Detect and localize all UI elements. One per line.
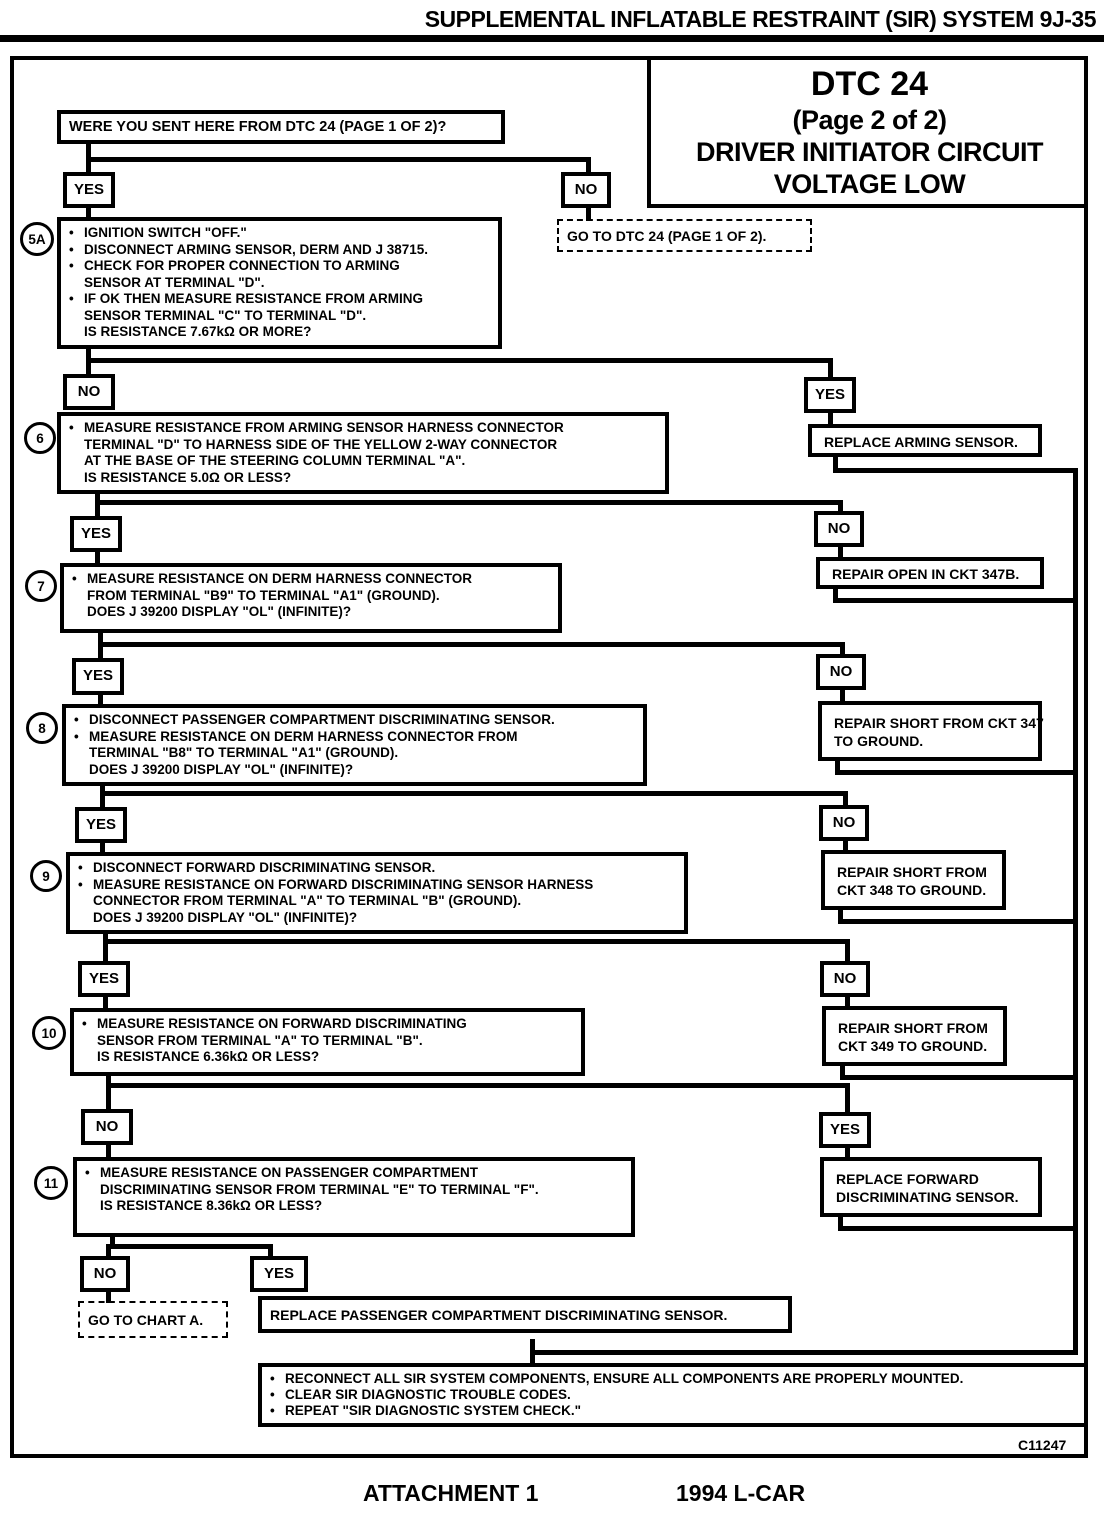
no-box	[816, 654, 866, 690]
figure-code: C11247	[1018, 1437, 1067, 1453]
connector	[106, 1083, 850, 1088]
no-box	[561, 172, 611, 208]
step-number: 8	[38, 720, 46, 736]
connector	[98, 642, 845, 647]
remedy-text: REPLACE ARMING SENSOR.	[824, 433, 1018, 450]
no-label: NO	[574, 180, 598, 198]
connector	[833, 598, 1078, 603]
step-10-box: • MEASURE RESISTANCE ON FORWARD DISCRIMINATING SENSOR FROM TERMINAL "A" TO TERMINAL "B". IS RESISTANCE 6.36kΩ OR LESS?	[70, 1008, 585, 1076]
no-box	[820, 961, 870, 997]
repair-short-ckt348-box: REPAIR SHORT FROM CKT 348 TO GROUND.	[821, 850, 1006, 910]
step-number: 9	[42, 868, 50, 884]
dtc-title-block	[647, 56, 1088, 208]
connector	[838, 919, 1078, 924]
step-number: 11	[43, 1175, 59, 1191]
step-9-box: • DISCONNECT FORWARD DISCRIMINATING SENSOR. • MEASURE RESISTANCE ON FORWARD DISCRIMINATING SENSOR HARNESS CONNECTOR FROM TERMINAL "A" TO TERMINAL "B" (GROUND). DOES J 39200 DISPLAY "OL" (INFINITE)?	[66, 852, 688, 934]
footer-model: 1994 L-CAR	[676, 1480, 806, 1506]
connector	[95, 500, 843, 505]
step-circle-7	[25, 570, 57, 602]
step-circle-10	[32, 1016, 66, 1050]
remedy-text: REPLACE PASSENGER COMPARTMENT DISCRIMINATING SENSOR.	[270, 1306, 728, 1323]
yes-label: YES	[82, 667, 113, 685]
step-circle-5a	[20, 222, 54, 256]
no-label: NO	[829, 662, 853, 680]
step-7-box: • MEASURE RESISTANCE ON DERM HARNESS CONNECTOR FROM TERMINAL "B9" TO TERMINAL "A1" (GROUND). DOES J 39200 DISPLAY "OL" (INFINITE)?	[60, 563, 562, 633]
question-sent-from-dtc24	[57, 110, 505, 144]
no-label: NO	[832, 813, 856, 831]
no-label: NO	[93, 1264, 117, 1282]
step-number: 5A	[28, 231, 46, 247]
no-label: NO	[833, 969, 857, 987]
yes-box	[70, 516, 122, 552]
yes-label: YES	[829, 1120, 860, 1138]
repair-open-ckt347b-box	[816, 557, 1044, 589]
no-box	[63, 374, 115, 410]
connector	[106, 1244, 273, 1249]
no-box	[80, 1256, 130, 1292]
connector	[838, 1226, 1078, 1231]
yes-label: YES	[88, 969, 119, 987]
repair-short-ckt349-box: REPAIR SHORT FROM CKT 349 TO GROUND.	[822, 1006, 1007, 1066]
dtc-condition: VOLTAGE LOW	[773, 169, 966, 199]
step-number: 6	[36, 430, 44, 446]
no-box	[814, 511, 864, 547]
replace-arming-sensor-box	[808, 424, 1042, 457]
repair-short-ckt347-box: REPAIR SHORT FROM CKT 347 TO GROUND.	[818, 701, 1042, 761]
no-label: NO	[77, 382, 101, 400]
goto-chart-a-box	[78, 1301, 228, 1338]
yes-box	[75, 807, 127, 843]
final-actions-box: • RECONNECT ALL SIR SYSTEM COMPONENTS, ENSURE ALL COMPONENTS ARE PROPERLY MOUNTED. • CLEAR SIR DIAGNOSTIC TROUBLE CODES. • REPEAT "SIR DIAGNOSTIC SYSTEM CHECK."	[258, 1363, 1088, 1427]
replace-passenger-sensor-box	[258, 1296, 792, 1333]
yes-label: YES	[263, 1264, 294, 1282]
question-text: WERE YOU SENT HERE FROM DTC 24 (PAGE 1 OF 2)?	[69, 119, 447, 135]
connector	[103, 939, 850, 944]
no-label: NO	[95, 1117, 119, 1135]
connector	[835, 770, 1078, 775]
step-circle-6	[24, 422, 56, 454]
step-6-box: • MEASURE RESISTANCE FROM ARMING SENSOR HARNESS CONNECTOR TERMINAL "D" TO HARNESS SIDE OF THE YELLOW 2-WAY CONNECTOR AT THE BASE OF THE STEERING COLUMN TERMINAL "A". IS RESISTANCE 5.0Ω OR LESS?	[57, 412, 669, 494]
connector	[106, 1088, 111, 1111]
yes-label: YES	[80, 524, 111, 542]
connector	[845, 1088, 850, 1114]
yes-box	[250, 1256, 308, 1292]
step-circle-11	[34, 1166, 68, 1200]
connector	[86, 358, 833, 363]
yes-label: YES	[85, 815, 116, 833]
replace-forward-sensor-box: REPLACE FORWARD DISCRIMINATING SENSOR.	[820, 1157, 1042, 1217]
yes-box	[819, 1112, 871, 1148]
yes-label: YES	[814, 385, 845, 403]
connector	[86, 157, 591, 162]
step-8-box: • DISCONNECT PASSENGER COMPARTMENT DISCRIMINATING SENSOR. • MEASURE RESISTANCE ON DERM HARNESS CONNECTOR FROM TERMINAL "B8" TO TERMINAL "A1" (GROUND). DOES J 39200 DISPLAY "OL" (INFINITE)?	[62, 704, 647, 786]
footer-attachment: ATTACHMENT 1	[363, 1480, 539, 1506]
goto-dtc24-box	[557, 219, 812, 252]
remedy-text: REPAIR OPEN IN CKT 347B.	[832, 566, 1020, 582]
connector	[833, 468, 1078, 473]
yes-box	[63, 172, 115, 208]
header-rule	[0, 35, 1104, 42]
goto-chart-a-label: GO TO CHART A.	[88, 1311, 204, 1328]
connector	[530, 1350, 1078, 1355]
goto-dtc24-label: GO TO DTC 24 (PAGE 1 OF 2).	[567, 227, 767, 244]
step-5a-box: • IGNITION SWITCH "OFF." • DISCONNECT ARMING SENSOR, DERM AND J 38715. • CHECK FOR PROPER CONNECTION TO ARMING SENSOR AT TERMINAL "D". • IF OK THEN MEASURE RESISTANCE FROM ARMING SENSOR TERMINAL "C" TO TERMINAL "D". IS RESISTANCE 7.67kΩ OR MORE?	[57, 217, 502, 349]
dtc-page: (Page 2 of 2)	[792, 105, 947, 135]
connector	[100, 791, 848, 796]
step-number: 7	[37, 578, 45, 594]
yes-label: YES	[73, 180, 104, 198]
yes-box	[78, 961, 130, 997]
step-number: 10	[41, 1025, 57, 1041]
dtc-circuit: DRIVER INITIATOR CIRCUIT	[695, 137, 1043, 167]
step-circle-9	[30, 860, 62, 892]
yes-box	[804, 377, 856, 413]
step-circle-8	[26, 712, 58, 744]
step-11-box: • MEASURE RESISTANCE ON PASSENGER COMPARTMENT DISCRIMINATING SENSOR FROM TERMINAL "E" TO TERMINAL "F". IS RESISTANCE 8.36kΩ OR LESS?	[73, 1157, 635, 1237]
connector	[840, 1075, 1078, 1080]
dtc-title: DTC 24	[810, 65, 929, 103]
no-label: NO	[827, 519, 851, 537]
page-title: SUPPLEMENTAL INFLATABLE RESTRAINT (SIR) SYSTEM 9J-35	[424, 6, 1096, 32]
yes-box	[72, 658, 124, 695]
no-box	[81, 1109, 133, 1145]
no-box	[819, 805, 869, 841]
